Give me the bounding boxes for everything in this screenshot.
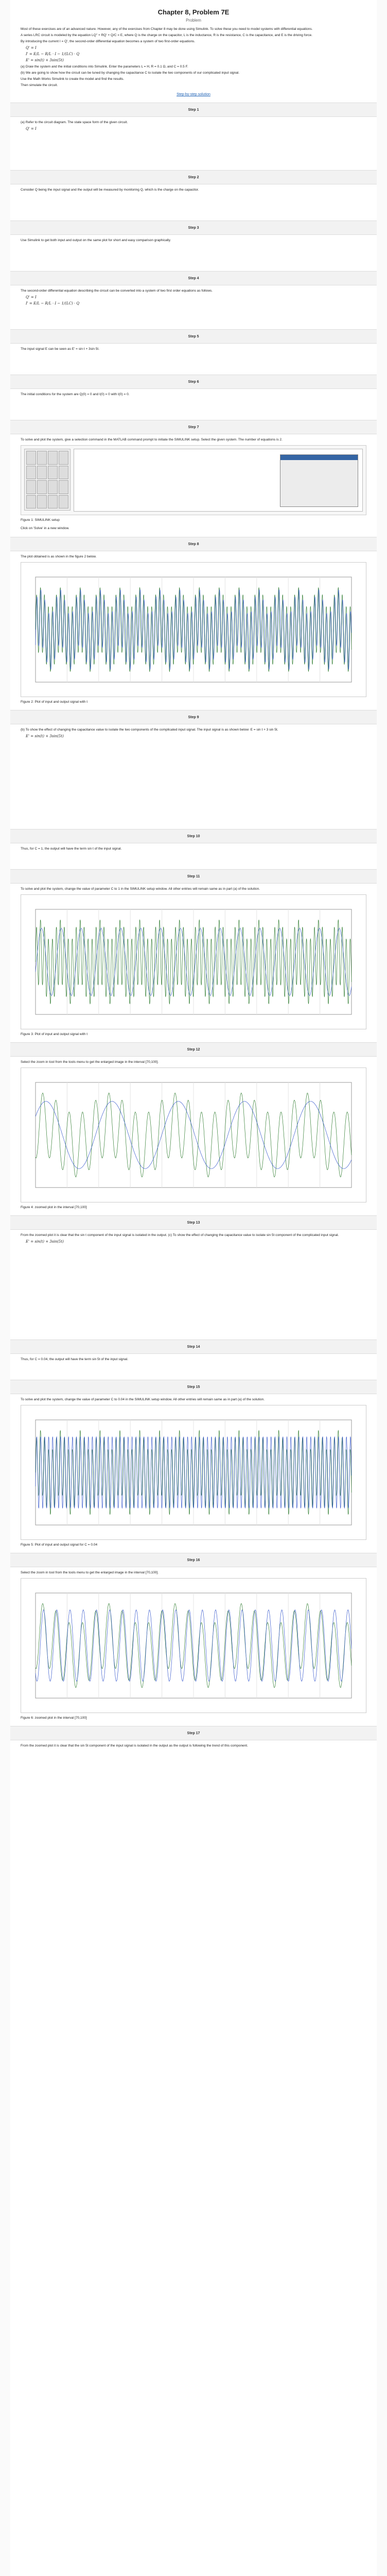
equation: E' = sin(t) + 3sin(5t): [26, 1240, 64, 1244]
step-text: To solve and plot the system, change the value of parameter C to 1 in the SIMULINK setup window. All other entries will remain same as in part (a) of the solution.: [21, 887, 260, 891]
palette-block[interactable]: [37, 495, 47, 509]
step-header: [10, 829, 377, 843]
palette-block[interactable]: [48, 466, 58, 480]
step-text: The input signal E can be seen as E' = sin t + 3sin 5t.: [21, 347, 100, 351]
palette-block[interactable]: [59, 495, 68, 509]
step-label: Step 1: [188, 108, 199, 112]
step-label: Step 11: [187, 874, 200, 878]
page-title: Chapter 8, Problem 7E: [157, 8, 230, 16]
step-label: Step 5: [188, 334, 199, 338]
step-text: Use Simulink to get both input and output on the same plot for short and easy comparison graphically.: [21, 239, 171, 242]
intro-paragraph: Use the Math Works Simulink to create the model and find the results.: [21, 77, 125, 81]
palette-block[interactable]: [37, 480, 47, 494]
step-label: Step 9: [188, 715, 199, 719]
step-label: Step 4: [188, 276, 199, 280]
step-header: [10, 1553, 377, 1567]
step-label: Step 10: [187, 834, 200, 838]
figure-caption: Figure 1: SIMULINK setup: [21, 518, 60, 522]
palette-block[interactable]: [59, 451, 68, 465]
step-label: Step 17: [187, 1731, 200, 1735]
step-header: [10, 170, 377, 184]
step-by-step-link[interactable]: Step-by-step solution: [177, 93, 210, 96]
step-label: Step 7: [188, 425, 199, 429]
step-label: Step 8: [188, 542, 199, 546]
step-text: Consider Q being the input signal and the output will be measured by monitoring Q, which is the charge on the capacitor.: [21, 188, 199, 192]
step-text: Thus, for C = 0.04, the output will have the term sin 5t of the input signal.: [21, 1358, 129, 1361]
step-label: Step 3: [188, 226, 199, 230]
step-text: From the zoomed plot it is clear that the sin t component of the input signal is isolated in the output. (c) To show the effect of changing the capacitance value to isolate sin 5t component of the complicated input signal.: [21, 1233, 339, 1237]
step-text: From the zoomed plot it is clear that the sin 5t component of the input signal is isolated in the output as the output is following the trend of this component.: [21, 1744, 248, 1748]
figure-caption: Figure 3: Plot of input and output signal with t: [21, 1032, 88, 1036]
step-header: [10, 710, 377, 724]
palette-block[interactable]: [59, 480, 68, 494]
intro-paragraph: Then simulate the circuit.: [21, 83, 58, 87]
intro-paragraph: A series LRC circuit is modeled by the equation LQ'' + RQ' + Q/C = E, where Q is the charge on the capacitor, L is the inductance, R is the resistance, C is the capacitance, and E is the driving force.: [21, 33, 312, 37]
palette-block[interactable]: [59, 466, 68, 480]
intro-paragraph: By introducing the current I = Q', the second-order differential equation becomes a system of two first-order equations.: [21, 40, 196, 43]
intro-paragraph: (b) We are going to show how the circuit can be tuned by changing the capacitance C to isolate the two components of our complicated input signal.: [21, 71, 240, 75]
circuit-canvas: [74, 449, 363, 512]
step-header: [10, 1380, 377, 1394]
step-text: (b) To show the effect of changing the capacitance value to isolate the two components of the complicated input signal. The input signal is as shown below: E = sin t + 3 sin 5t.: [21, 728, 278, 732]
step-header: [10, 869, 377, 884]
equation: I' = E/L − R/L · I − 1/(LC) · Q: [26, 52, 80, 56]
step-label: Step 14: [187, 1345, 200, 1349]
step-text: (a) Refer to the circuit diagram. The state space form of the given circuit.: [21, 121, 128, 124]
step-label: Step 13: [187, 1221, 200, 1225]
figure-note: Click on 'Solve' in a new window.: [21, 527, 69, 530]
palette-block[interactable]: [48, 495, 58, 509]
step-text: The initial conditions for the system are Q(0) = 0 and I(0) = 0 with I(0) = 0.: [21, 393, 130, 396]
signal-plot: [21, 563, 366, 697]
intro-paragraph: (a) Draw the system and the initial conditions into Simulink. Enter the parameters L = H, R = 0.1 Ω, and C = 0.5 F.: [21, 65, 188, 69]
figure-caption: Figure 5: Plot of input and output signal for C = 0.04: [21, 1543, 98, 1547]
step-header: [10, 375, 377, 389]
palette-block[interactable]: [26, 466, 36, 480]
settings-dialog: [280, 454, 358, 507]
step-header: [10, 420, 377, 434]
step-header: [10, 537, 377, 551]
step-header: [10, 1340, 377, 1354]
step-text: Thus, for C = 1, the output will have the term sin t of the input signal.: [21, 847, 122, 851]
simulink-setup-figure: [21, 445, 366, 515]
step-header: [10, 103, 377, 117]
page-subtitle: Problem: [186, 18, 201, 23]
palette-block[interactable]: [26, 480, 36, 494]
step-label: Step 16: [187, 1558, 200, 1562]
plot-figure-6: [21, 1578, 366, 1713]
palette-block[interactable]: [48, 451, 58, 465]
step-label: Step 2: [188, 175, 199, 179]
step-label: Step 15: [187, 1385, 200, 1389]
step-header: [10, 271, 377, 285]
step-text: Select the zoom in tool from the tools menu to get the enlarged image in the interval [70,100].: [21, 1571, 159, 1574]
palette-block[interactable]: [37, 466, 47, 480]
equation: Q' = I: [26, 46, 37, 50]
palette-block[interactable]: [26, 451, 36, 465]
equation: E' = sin(t) + 3sin(5t): [26, 734, 64, 738]
step-text: To solve and plot the system, change the value of parameter C to 0.04 in the SIMULINK setup window. All other entries will remain same as in part (a) of the solution.: [21, 1398, 265, 1401]
plot-figure-3: [21, 894, 366, 1029]
plot-figure-4: [21, 1067, 366, 1202]
equation: Q' = I: [26, 127, 37, 131]
signal-plot: [21, 1068, 366, 1202]
palette-block[interactable]: [48, 480, 58, 494]
palette-block[interactable]: [26, 495, 36, 509]
palette-block[interactable]: [37, 451, 47, 465]
step-header: [10, 221, 377, 235]
solution-page: [10, 0, 377, 2576]
block-palette: [24, 449, 71, 511]
signal-plot: [21, 1579, 366, 1713]
figure-caption: Figure 2: Plot of input and output signal with t: [21, 700, 88, 704]
step-label: Step 6: [188, 380, 199, 384]
plot-figure-2: [21, 562, 366, 697]
figure-caption: Figure 6: zoomed plot in the interval [70,100]: [21, 1716, 87, 1720]
signal-plot: [21, 895, 366, 1029]
step-text: Select the zoom in tool from the tools menu to get the enlarged image in the interval [70,100].: [21, 1060, 159, 1064]
step-text: To solve and plot the system, give a selection command in the MATLAB command prompt to initiate the SIMULINK setup. Select the given system. The number of equations is 2.: [21, 438, 283, 442]
step-header: [10, 1215, 377, 1230]
step-header: [10, 1042, 377, 1057]
intro-paragraph: Most of these exercises are of an advanced nature. However, any of the exercises from Chapter 8 may be done using Simulink. To solve these you need to model systems with differential equations.: [21, 27, 313, 31]
figure-caption: Figure 4: zoomed plot in the interval [70,100]: [21, 1206, 87, 1209]
step-header: [10, 1726, 377, 1740]
step-header: [10, 329, 377, 344]
equation: E' = sin(t) + 3sin(5t): [26, 58, 64, 62]
step-label: Step 12: [187, 1047, 200, 1052]
step-text: The plot obtained is as shown in the figure 2 below.: [21, 555, 97, 558]
dialog-titlebar: [280, 455, 358, 460]
step-text: The second-order differential equation describing the circuit can be converted into a system of two first order equations as follows.: [21, 289, 213, 293]
plot-figure-5: [21, 1405, 366, 1540]
equation: I' = E/L − R/L · I − 1/(LC) · Q: [26, 301, 80, 306]
equation: Q' = I: [26, 295, 37, 299]
signal-plot: [21, 1405, 366, 1539]
